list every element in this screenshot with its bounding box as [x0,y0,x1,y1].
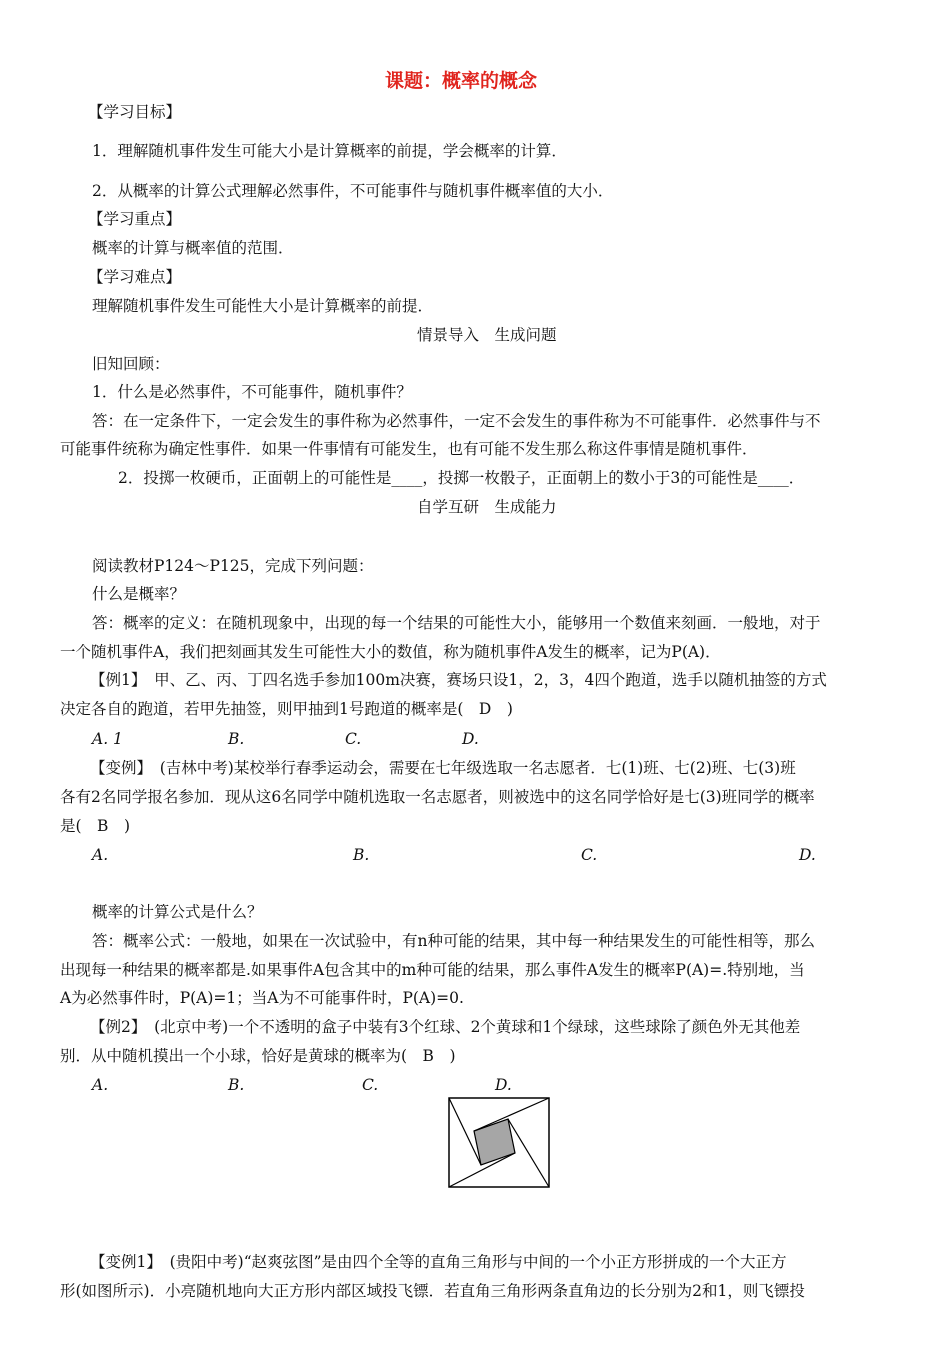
variant-option-c: C. [581,846,598,864]
question-1: 1．什么是必然事件，不可能事件，随机事件？ [92,383,412,401]
answer-4-line-1: 答：概率公式：一般地，如果在一次试验中，有n种可能的结果，其中每一种结果发生的可能性相等，那么 [92,932,815,950]
example-1-line-2: 决定各自的跑道，若甲先抽签，则甲抽到1号跑道的概率是( D ) [60,700,513,718]
reading-instruction: 阅读教材P124～P125，完成下列问题： [92,557,374,575]
variant-option-b: B. [353,846,370,864]
variant-option-a: A. [92,846,109,864]
zhao-shuang-chord-diagram [448,1097,550,1188]
example-2-option-a: A. [92,1076,109,1094]
example-1-option-a: A. 1 [92,730,123,748]
goal-header: 【学习目标】 [88,103,182,121]
example-2-option-d: D. [495,1076,512,1094]
goal-item-1: 1．理解随机事件发生可能大小是计算概率的前提，学会概率的计算． [92,142,567,160]
answer-4-line-2: 出现每一种结果的概率都是.如果事件A包含其中的m种可能的结果，那么事件A发生的概率P(A)=.特别地，当 [60,961,805,979]
page-title: 课题：概率的概念 [385,70,538,92]
difficulty-text: 理解随机事件发生可能性大小是计算概率的前提． [92,297,434,315]
difficulty-header: 【学习难点】 [88,268,182,286]
example-2-option-b: B. [228,1076,245,1094]
variant-2-line-1: 【变例1】 (贵阳中考)“赵爽弦图”是由四个全等的直角三角形与中间的一个小正方形拼成的一个大正方 [90,1253,787,1271]
key-header: 【学习重点】 [88,210,182,228]
review-label: 旧知回顾： [92,355,170,373]
variant-line-2: 各有2名同学报名参加．现从这6名同学中随机选取一名志愿者，则被选中的这名同学恰好是七(3)班同学的概率 [60,788,815,806]
question-4: 概率的计算公式是什么？ [92,903,263,921]
variant-line-1: 【变例】 (吉林中考)某校举行春季运动会，需要在七年级选取一名志愿者．七(1)班、七(2)班、七(3)班 [90,759,796,777]
variant-line-3: 是( B ) [60,817,130,835]
example-2-line-1: 【例2】 (北京中考)一个不透明的盒子中装有3个红球、2个黄球和1个绿球，这些球除了颜色外无其他差 [90,1018,801,1036]
key-text: 概率的计算与概率值的范围． [92,239,294,257]
answer-3-line-1: 答：概率的定义：在随机现象中，出现的每一个结果的可能性大小，能够用一个数值来刻画．一般地，对于 [92,614,821,632]
example-1-option-d: D. [462,730,479,748]
section-title-self-study: 自学互研 生成能力 [417,498,557,516]
question-3: 什么是概率？ [92,585,186,603]
answer-1-line-2: 可能事件统称为确定性事件．如果一件事情有可能发生，也有可能不发生那么称这件事情是随机事件． [60,440,758,458]
answer-4-line-3: A为必然事件时，P(A)=1；当A为不可能事件时，P(A)=0. [60,989,464,1007]
example-1-line-1: 【例1】 甲、乙、丙、丁四名选手参加100m决赛，赛场只设1，2，3，4四个跑道，选手以随机抽签的方式 [90,671,827,689]
example-1-option-c: C. [345,730,362,748]
goal-item-2: 2．从概率的计算公式理解必然事件，不可能事件与随机事件概率值的大小． [92,182,614,200]
example-2-option-c: C. [362,1076,379,1094]
question-2: 2．投掷一枚硬币，正面朝上的可能性是____，投掷一枚骰子，正面朝上的数小于3的可能性是____． [118,469,805,487]
answer-3-line-2: 一个随机事件A，我们把刻画其发生可能性大小的数值，称为随机事件A发生的概率，记为P(A)． [60,643,721,661]
answer-1-line-1: 答：在一定条件下，一定会发生的事件称为必然事件，一定不会发生的事件称为不可能事件．必然事件与不 [92,412,821,430]
example-2-line-2: 别．从中随机摸出一个小球，恰好是黄球的概率为( B ) [60,1047,456,1065]
variant-option-d: D. [799,846,816,864]
section-title-intro: 情景导入 生成问题 [417,326,557,344]
variant-2-line-2: 形(如图所示)．小亮随机地向大正方形内部区域投飞镖．若直角三角形两条直角边的长分别为2和1，则飞镖投 [60,1282,805,1300]
example-1-option-b: B. [228,730,245,748]
